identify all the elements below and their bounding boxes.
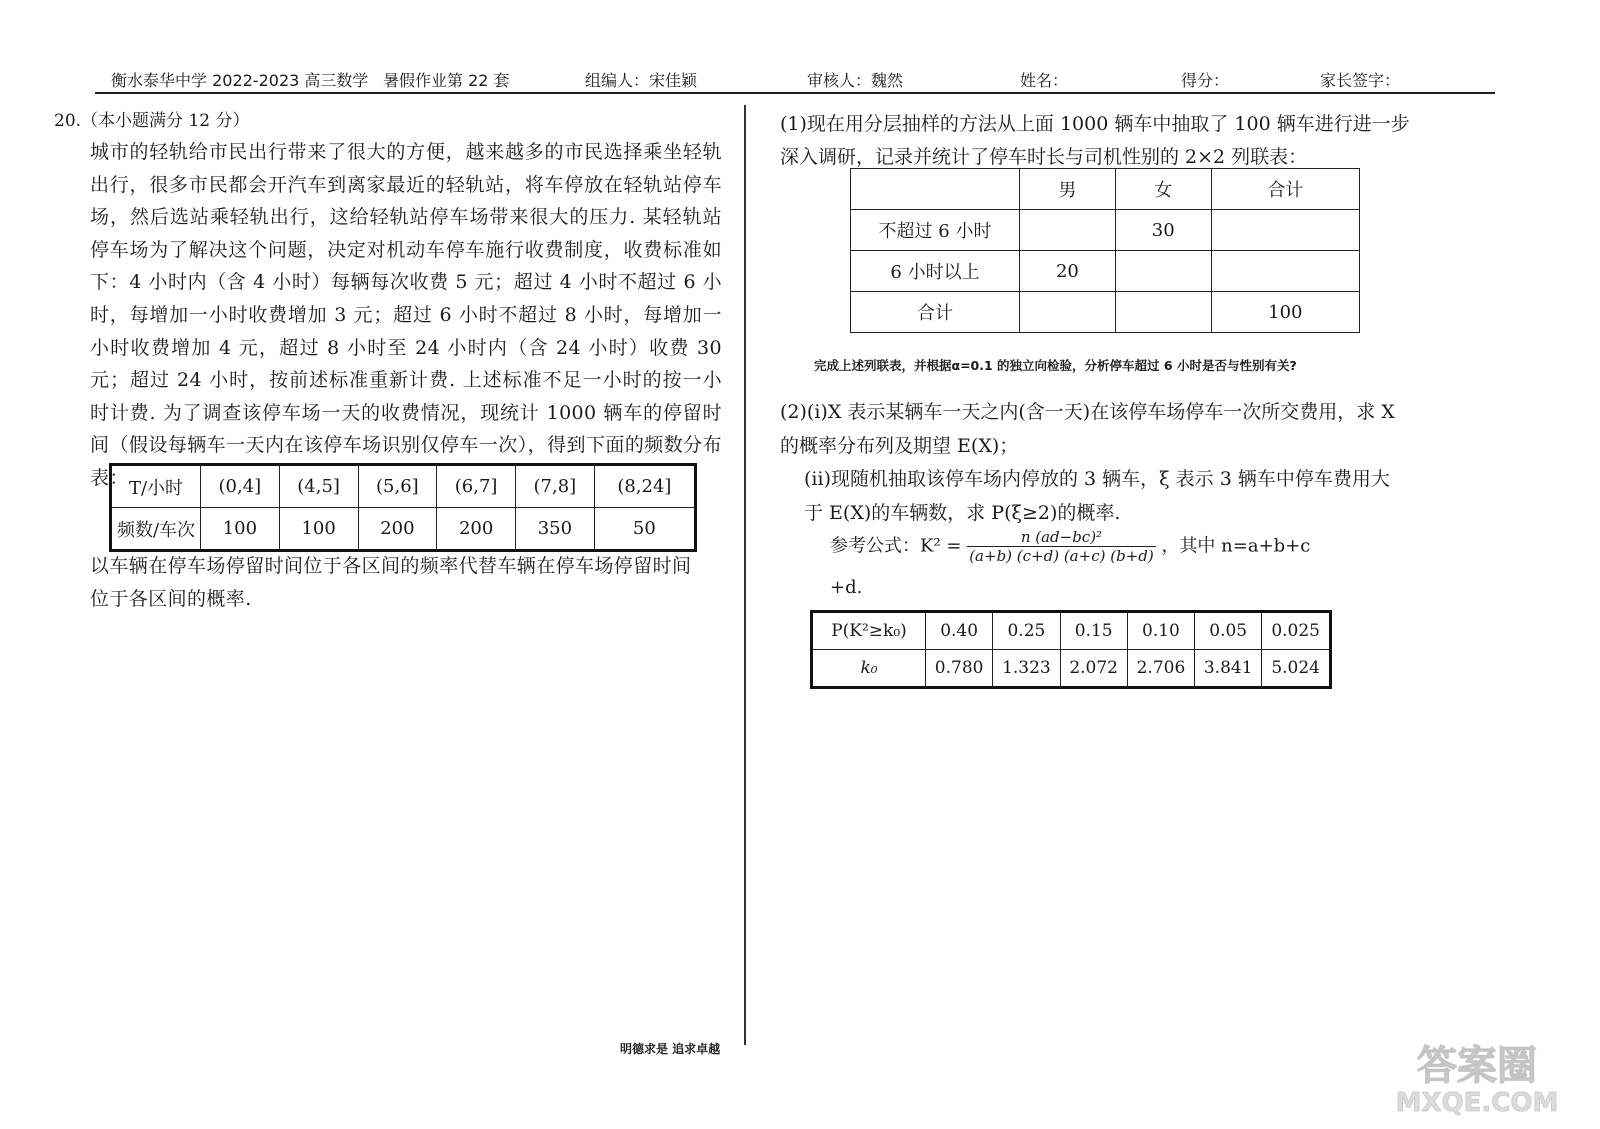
table-cell: 0.15 (1060, 612, 1127, 650)
page-footer: 明德求是 追求卓越 (620, 1042, 721, 1056)
table-cell: 200 (437, 508, 516, 551)
table-row (851, 292, 1360, 333)
table-cell: 30 (1115, 210, 1211, 251)
watermark-logo (1372, 1037, 1582, 1117)
table-cell: 不超过 6 小时 (851, 210, 1020, 251)
table-cell (1211, 210, 1359, 251)
table-row (111, 508, 696, 551)
question-header (54, 108, 722, 134)
table-cell: P(K²≥k₀) (812, 612, 926, 650)
column-divider (744, 105, 746, 1045)
table-cell: (0,4] (201, 465, 280, 508)
table-cell: (7,8] (516, 465, 595, 508)
table-cell: 5.024 (1262, 650, 1331, 688)
table-row (851, 169, 1360, 210)
assignment-title: 暑假作业第 22 套 (383, 71, 510, 90)
compiler-label: 组编人：宋佳颖 (585, 71, 698, 90)
page-header (95, 62, 1495, 94)
table-cell: (6,7] (437, 465, 516, 508)
table-cell (1211, 251, 1359, 292)
table-cell (1115, 251, 1211, 292)
part2-ii-text: (ⅱ)现随机抽取该停车场内停放的 3 辆车，ξ 表示 3 辆车中停车费用大于 E(X)的车辆数，求 P(ξ≥2)的概率. (804, 468, 1390, 524)
table-cell (851, 169, 1020, 210)
question-body: 城市的轻轨给市民出行带来了很大的方便，越来越多的市民选择乘坐轻轨出行，很多市民都会开汽车到离家最近的轻轨站，将车停放在轻轨站停车场，然后选站乘轻轨出行，这给轻轨站停车场带来很大的压力. 某轻轨站停车场为了解决这个问题，决定对机动车停车施行收费制度，收费标准如下：4 小时内（含 4 小时）每辆每次收费 5 元；超过 4 小时不超过 6 小时，每增加一小时收费增加 3 元；超过 6 小时不超过 8 小时，每增加一小时收费增加 4 元，超过 8 小时至 24 小时内（含 24 小时）收费 30 元；超过 24 小时，按前述标准重新计费. 上述标准不足一小时的按一小时计费. 为了调查该停车场一天的收费情况，现统计 1000 辆车的停留时间（假设每辆车一天内在该停车场识别仅停车一次），得到下面的频数分布表： (90, 141, 722, 489)
formula-suffix: ，其中 n=a+b+c (1161, 535, 1311, 557)
contingency-table (850, 168, 1360, 333)
table-cell: 100 (1211, 292, 1359, 333)
table-cell: 0.40 (926, 612, 993, 650)
table-row (851, 210, 1360, 251)
part2 (780, 396, 1400, 530)
table-cell: 0.025 (1262, 612, 1331, 650)
table-cell: 50 (594, 508, 695, 551)
table-cell: 女 (1115, 169, 1211, 210)
name-field-label: 姓名： (1020, 71, 1069, 90)
score-field-label: 得分： (1181, 71, 1230, 90)
table-cell: 0.10 (1127, 612, 1194, 650)
after-table-text: 以车辆在停车场停留时间位于各区间的频率代替车辆在停车场停留时间位于各区间的概率. (90, 555, 692, 610)
table-cell: 2.706 (1127, 650, 1194, 688)
table-cell (1020, 292, 1116, 333)
reviewer-label: 审核人：魏然 (807, 71, 904, 90)
right-column (780, 108, 1420, 678)
frequency-table (109, 463, 697, 552)
table-cell: k₀ (812, 650, 926, 688)
table-cell: T/小时 (111, 465, 201, 508)
part1-text: (1)现在用分层抽样的方法从上面 1000 辆车中抽取了 100 辆车进行进一步深入调研，记录并统计了停车时长与司机性别的 2×2 列联表： (780, 113, 1410, 168)
table-row (111, 465, 696, 508)
table-cell: 0.780 (926, 650, 993, 688)
watermark-graphic (1372, 1037, 1582, 1117)
table-row (812, 650, 1331, 688)
watermark-top-text: 答案圈 (1417, 1043, 1537, 1089)
left-column (54, 108, 722, 610)
table-cell: 3.841 (1195, 650, 1262, 688)
table-row (812, 612, 1331, 650)
table-cell: 0.25 (993, 612, 1060, 650)
table-row (851, 251, 1360, 292)
table-cell: 2.072 (1060, 650, 1127, 688)
table-cell: 100 (201, 508, 280, 551)
part1-note: 完成上述列联表，并根据α=0.1 的独立向检验，分析停车超过 6 小时是否与性别有关? (814, 358, 1297, 373)
table-cell: 合计 (851, 292, 1020, 333)
table-cell: 100 (279, 508, 358, 551)
table-cell: 1.323 (993, 650, 1060, 688)
parent-signature-label: 家长签字： (1320, 71, 1401, 90)
formula-numerator: n (ad−bc)² (967, 528, 1156, 547)
critical-value-table (810, 610, 1332, 689)
question-number: 20. (54, 111, 82, 131)
formula-fraction (967, 528, 1156, 565)
formula-continuation: +d. (830, 577, 863, 598)
table-cell (1115, 292, 1211, 333)
table-cell: 20 (1020, 251, 1116, 292)
table-cell: 频数/车次 (111, 508, 201, 551)
reference-formula (830, 528, 1390, 598)
formula-denominator: (a+b) (c+d) (a+c) (b+d) (969, 547, 1154, 565)
table-cell: (8,24] (594, 465, 695, 508)
table-cell: 200 (358, 508, 437, 551)
table-cell: 350 (516, 508, 595, 551)
table-cell: (5,6] (358, 465, 437, 508)
table-cell: 男 (1020, 169, 1116, 210)
question-points: （本小题满分 12 分） (81, 111, 250, 131)
formula-prefix: 参考公式：K² = (830, 535, 962, 557)
table-cell: (4,5] (279, 465, 358, 508)
school-title: 衡水泰华中学 2022-2023 高三数学 (111, 71, 369, 90)
table-cell: 0.05 (1195, 612, 1262, 650)
table-cell (1020, 210, 1116, 251)
table-cell: 合计 (1211, 169, 1359, 210)
part2-i-text: (2)(ⅰ)X 表示某辆车一天之内(含一天)在该停车场停车一次所交费用，求 X 的概率分布列及期望 E(X)； (780, 401, 1395, 457)
watermark-bottom-text: MXQE.COM (1395, 1088, 1559, 1117)
table-cell: 6 小时以上 (851, 251, 1020, 292)
